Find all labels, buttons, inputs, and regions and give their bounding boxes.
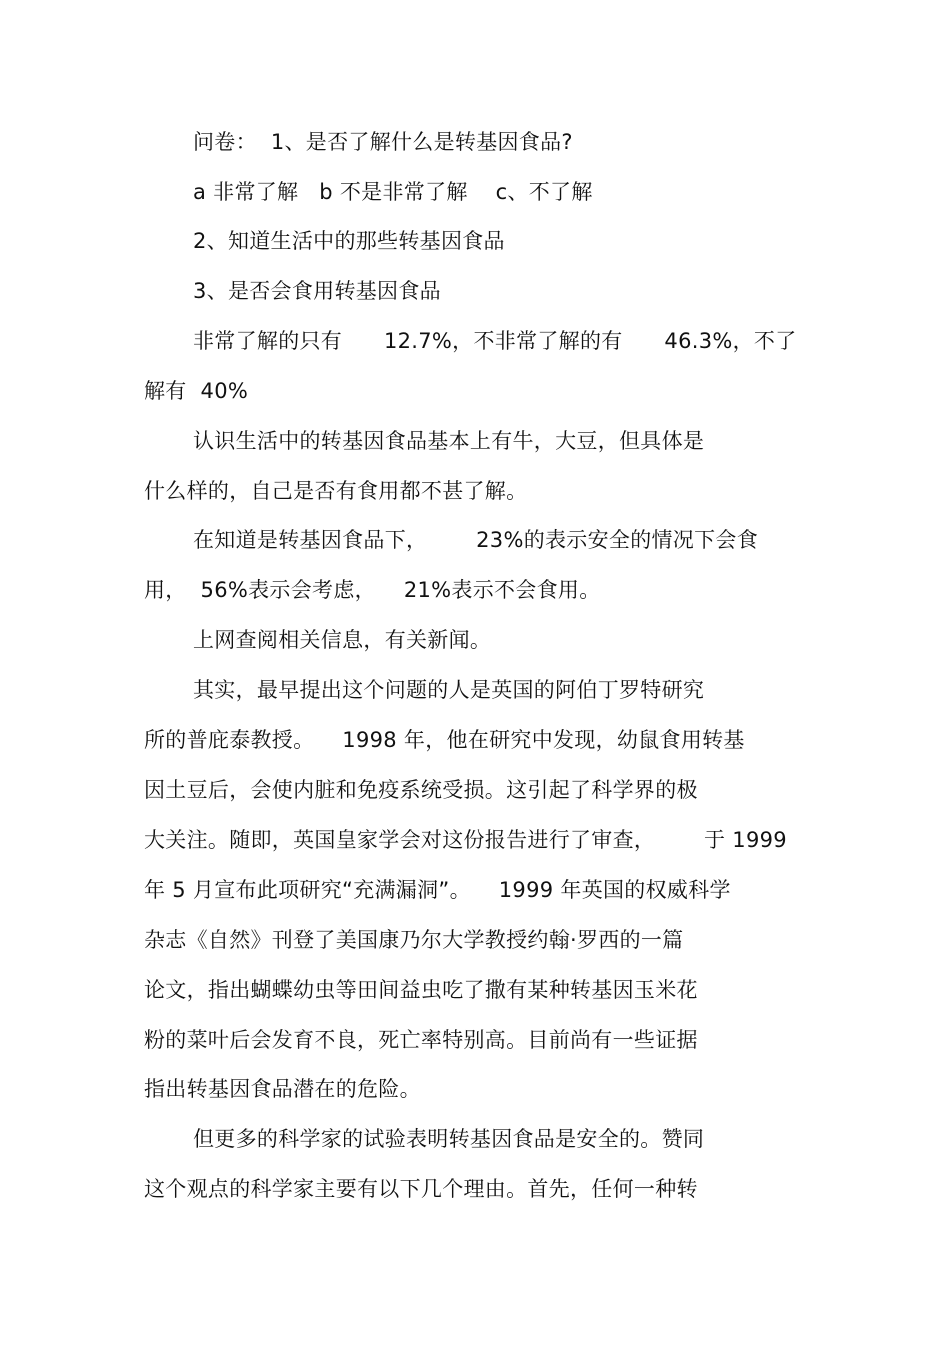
paragraph-line: 但更多的科学家的试验表明转基因食品是安全的。赞同 <box>193 1127 705 1151</box>
paragraph-line: 论文，指出蝴蝶幼虫等田间益虫吃了撒有某种转基因玉米花 <box>144 978 698 1002</box>
paragraph-line: 上网查阅相关信息，有关新闻。 <box>193 628 492 652</box>
questionnaire-options: a 非常了解 b 不是非常了解 c、不了解 <box>193 180 593 204</box>
paragraph-line: 认识生活中的转基因食品基本上有牛，大豆，但具体是 <box>193 429 705 453</box>
paragraph-line: 非常了解的只有 12.7%，不非常了解的有 46.3%，不了 <box>193 329 797 353</box>
paragraph-line: 其实，最早提出这个问题的人是英国的阿伯丁罗特研究 <box>193 678 705 702</box>
questionnaire-title: 问卷： 1、是否了解什么是转基因食品? <box>193 130 573 154</box>
paragraph-line: 年 5 月宣布此项研究“充满漏洞”。 1999 年英国的权威科学 <box>144 878 731 902</box>
paragraph-line: 因土豆后，会使内脏和免疫系统受损。这引起了科学界的极 <box>144 778 698 802</box>
paragraph-line: 指出转基因食品潜在的危险。 <box>144 1077 421 1101</box>
question-3: 3、是否会食用转基因食品 <box>193 279 441 303</box>
paragraph-line: 什么样的，自己是否有食用都不甚了解。 <box>144 479 528 503</box>
paragraph-line: 杂志《自然》刊登了美国康乃尔大学教授约翰·罗西的一篇 <box>144 928 684 952</box>
paragraph-line: 在知道是转基因食品下， 23%的表示安全的情况下会食 <box>193 528 759 552</box>
question-2: 2、知道生活中的那些转基因食品 <box>193 229 505 253</box>
paragraph-line: 大关注。随即，英国皇家学会对这份报告进行了审查， 于 1999 <box>144 828 787 852</box>
paragraph-line: 粉的菜叶后会发育不良，死亡率特别高。目前尚有一些证据 <box>144 1028 698 1052</box>
paragraph-line: 这个观点的科学家主要有以下几个理由。首先，任何一种转 <box>144 1177 698 1201</box>
paragraph-line: 所的普庇泰教授。 1998 年，他在研究中发现，幼鼠食用转基 <box>144 728 745 752</box>
paragraph-line: 解有 40% <box>144 379 249 403</box>
paragraph-line: 用， 56%表示会考虑， 21%表示不会食用。 <box>144 578 601 602</box>
